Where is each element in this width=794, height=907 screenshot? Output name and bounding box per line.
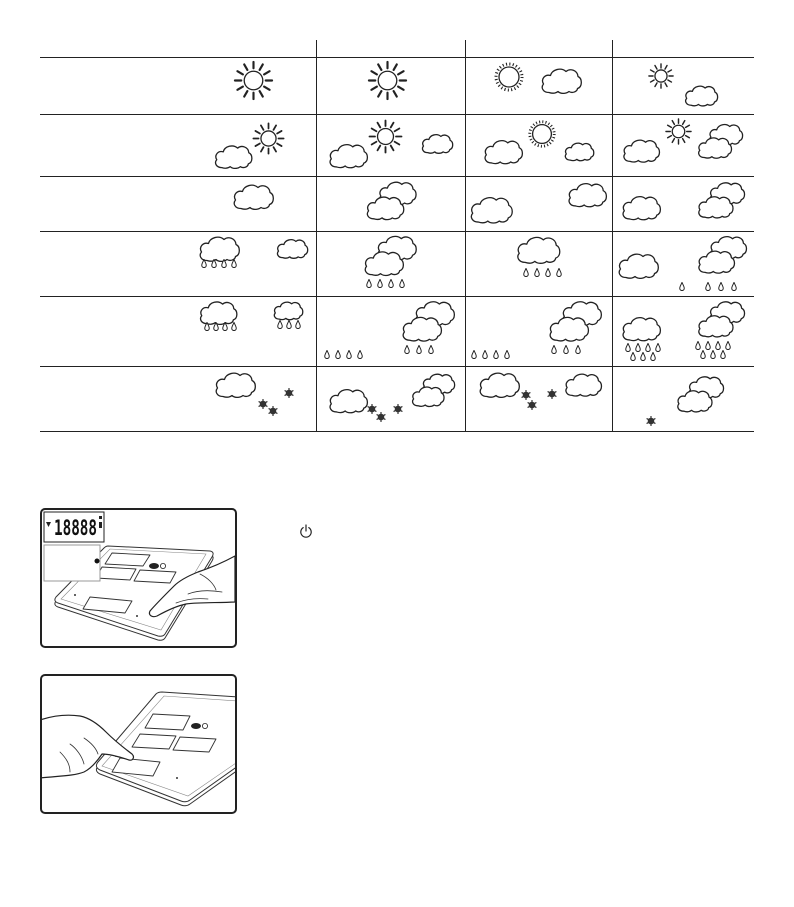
power-icon — [299, 524, 313, 538]
table-cell — [623, 302, 744, 361]
raindrop-icon — [325, 350, 330, 358]
table-row — [201, 302, 745, 361]
raindrop-icon — [557, 268, 562, 276]
sun-icon — [649, 64, 673, 88]
raindrop-icon — [296, 320, 301, 328]
cloud-icon — [201, 302, 237, 324]
raindrop-icon — [367, 279, 372, 287]
table-row — [216, 373, 723, 425]
lcd-reading: 18888 — [54, 516, 97, 540]
table-cell — [216, 123, 284, 168]
table-cell — [216, 373, 293, 415]
table-cell — [201, 302, 303, 331]
table-cell — [485, 122, 594, 164]
table-cell — [619, 237, 746, 291]
sun-icon — [370, 121, 402, 153]
sun-icon — [666, 119, 691, 144]
cloud-icon — [485, 141, 522, 164]
raindrop-icon — [505, 350, 510, 358]
raindrop-icon — [696, 341, 701, 349]
table-row — [235, 62, 718, 106]
cloud-icon — [518, 237, 560, 263]
table-cell — [472, 302, 602, 359]
raindrop-icon — [287, 320, 292, 328]
table-cell — [365, 236, 416, 287]
raindrop-icon — [706, 341, 711, 349]
cloud-icon — [216, 146, 252, 168]
snowflake-icon — [368, 404, 376, 413]
snowflake-icon — [269, 406, 277, 415]
table-grid — [40, 40, 754, 432]
raindrop-icon — [636, 343, 641, 351]
raindrop-icon — [378, 279, 383, 287]
table-cell — [325, 302, 455, 359]
sun-icon — [369, 62, 406, 99]
raindrop-icon — [641, 352, 646, 360]
double-cloud-icon — [403, 302, 454, 341]
table-row — [216, 119, 743, 168]
cloud-icon — [565, 143, 593, 161]
raindrop-icon — [429, 345, 434, 353]
table-cell — [480, 373, 601, 409]
snowflake-icon — [285, 388, 293, 397]
table-row — [200, 236, 746, 290]
double-cloud-icon — [367, 182, 416, 219]
sun-icon — [530, 122, 554, 146]
raindrop-icon — [706, 282, 711, 290]
snowflake-icon — [377, 412, 385, 421]
table-cell — [647, 377, 724, 426]
raindrop-icon — [494, 350, 499, 358]
raindrop-icon — [719, 282, 724, 290]
cloud-icon — [274, 302, 302, 320]
double-cloud-icon — [365, 236, 416, 275]
raindrop-icon — [546, 268, 551, 276]
double-cloud-icon — [699, 237, 747, 273]
snowflake-icon — [522, 390, 530, 399]
table-cell — [369, 62, 406, 99]
raindrop-icon — [524, 268, 529, 276]
cloud-icon — [619, 254, 658, 278]
callout-box — [44, 545, 100, 581]
table-cell — [624, 119, 743, 162]
lcd-display — [44, 512, 104, 542]
cloud-icon — [191, 723, 201, 729]
cloud-icon — [569, 184, 606, 207]
weather-icon-table — [0, 0, 794, 440]
raindrop-icon — [232, 322, 237, 330]
sun-icon — [235, 62, 272, 99]
raindrop-icon — [701, 350, 706, 358]
raindrop-icon — [732, 282, 737, 290]
figure-scale-button — [40, 674, 237, 814]
table-cell — [518, 237, 561, 276]
cloud-icon — [330, 390, 367, 413]
table-cell — [235, 62, 272, 99]
raindrop-icon — [711, 350, 716, 358]
cloud-icon — [624, 140, 660, 162]
raindrop-icon — [564, 345, 569, 353]
table-cell — [330, 374, 455, 421]
sun-icon — [202, 723, 207, 728]
raindrop-icon — [483, 350, 488, 358]
snowflake-icon — [528, 400, 536, 409]
raindrop-icon — [472, 350, 477, 358]
cloud-icon — [471, 198, 512, 223]
raindrop-icon — [576, 345, 581, 353]
snowflake-icon — [394, 404, 402, 413]
raindrop-icon — [405, 345, 410, 353]
raindrop-icon — [400, 279, 405, 287]
cloud-icon — [422, 135, 452, 154]
cloud-icon — [542, 69, 581, 93]
raindrop-icon — [646, 343, 651, 351]
double-cloud-icon — [678, 377, 724, 412]
raindrop-icon — [721, 350, 726, 358]
cloud-icon — [277, 240, 307, 259]
cloud-icon — [480, 373, 519, 397]
raindrop-icon — [358, 350, 363, 358]
figure-scale-display — [40, 508, 237, 648]
raindrop-icon — [389, 279, 394, 287]
sun-icon — [253, 123, 283, 153]
cloud-icon — [566, 374, 602, 396]
cloud-icon — [686, 86, 718, 106]
table-cell — [649, 64, 718, 106]
raindrop-icon — [535, 268, 540, 276]
cloud-icon — [200, 237, 239, 261]
double-cloud-icon — [550, 302, 601, 341]
double-cloud-icon — [699, 125, 743, 159]
table-cell — [330, 121, 453, 168]
cloud-icon — [149, 563, 159, 569]
raindrop-icon — [278, 320, 283, 328]
raindrop-icon — [680, 282, 685, 290]
table-cell — [234, 185, 273, 209]
indicator-dot — [95, 559, 100, 564]
table-cell — [496, 64, 581, 93]
cloud-icon — [234, 185, 273, 209]
sun-icon — [496, 64, 522, 90]
table-cell — [200, 237, 307, 267]
cloud-icon — [330, 145, 367, 168]
double-cloud-icon — [699, 183, 745, 218]
raindrop-icon — [726, 341, 731, 349]
raindrop-icon — [651, 352, 656, 360]
sun-icon — [160, 563, 165, 568]
raindrop-icon — [716, 341, 721, 349]
table-cell — [623, 183, 744, 220]
raindrop-icon — [631, 352, 636, 360]
snowflake-icon — [259, 399, 267, 408]
raindrop-icon — [656, 343, 661, 351]
table-cell — [367, 182, 416, 219]
cloud-icon — [623, 318, 660, 341]
double-cloud-icon — [699, 302, 745, 337]
raindrop-icon — [417, 345, 422, 353]
table-row — [234, 182, 744, 223]
raindrop-icon — [552, 345, 557, 353]
raindrop-icon — [347, 350, 352, 358]
snowflake-icon — [647, 416, 655, 425]
table-cell — [471, 184, 606, 223]
raindrop-icon — [626, 343, 631, 351]
cloud-icon — [623, 197, 660, 220]
snowflake-icon — [548, 389, 556, 398]
cloud-icon — [216, 373, 255, 397]
double-cloud-icon — [413, 374, 455, 406]
raindrop-icon — [336, 350, 341, 358]
